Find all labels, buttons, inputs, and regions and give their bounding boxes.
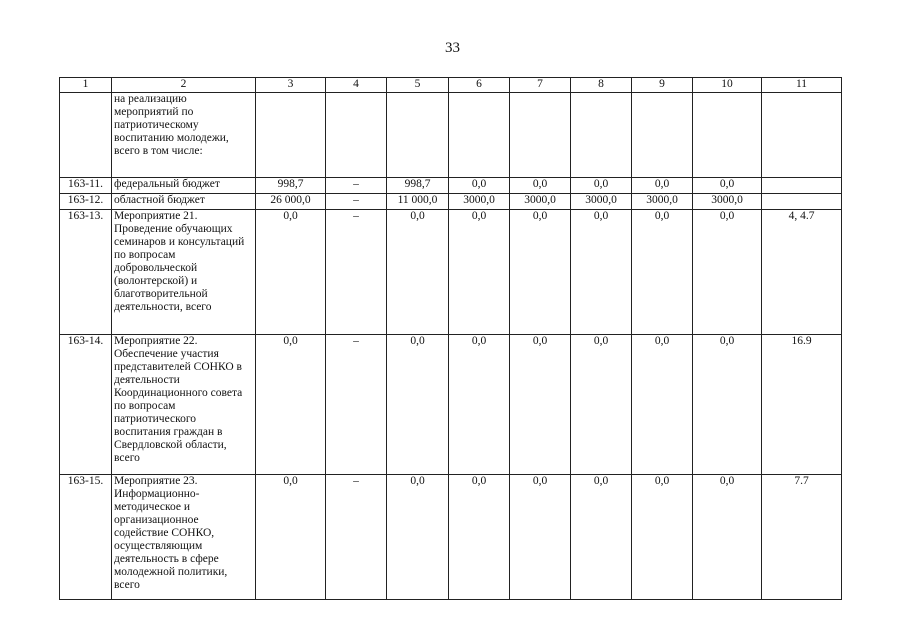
budget-table (59, 77, 842, 600)
value-cell: 3000,0 (693, 194, 762, 210)
value-cell: 0,0 (510, 475, 571, 600)
table-cell (571, 93, 632, 178)
row-number: 163-15. (60, 475, 112, 600)
value-cell: 0,0 (387, 335, 449, 475)
column-header: 7 (510, 78, 571, 93)
value-cell: 0,0 (256, 475, 326, 600)
value-cell: 0,0 (510, 210, 571, 335)
value-cell: – (326, 335, 387, 475)
table-cell (762, 93, 842, 178)
table-cell (693, 93, 762, 178)
table-row (60, 210, 842, 335)
column-header: 1 (60, 78, 112, 93)
reference-cell: 7.7 (762, 475, 842, 600)
value-cell: 0,0 (693, 475, 762, 600)
reference-cell: 4, 4.7 (762, 210, 842, 335)
value-cell: 3000,0 (510, 194, 571, 210)
table-row (60, 475, 842, 600)
row-description: Мероприятие 22. Обеспечение участия представителей СОНКО в деятельности Координационного совета по вопросам патриотического воспитания граждан в Свердловской области, всего (112, 335, 256, 475)
reference-cell (762, 194, 842, 210)
column-header: 11 (762, 78, 842, 93)
column-header: 4 (326, 78, 387, 93)
table-header-row (60, 78, 842, 93)
value-cell: 0,0 (387, 475, 449, 600)
page-number: 33 (445, 40, 460, 56)
value-cell: 0,0 (449, 178, 510, 194)
column-header: 3 (256, 78, 326, 93)
table-row (60, 335, 842, 475)
value-cell: 3000,0 (449, 194, 510, 210)
value-cell: 0,0 (632, 210, 693, 335)
value-cell: 0,0 (510, 335, 571, 475)
table-cell (387, 93, 449, 178)
table-row (60, 178, 842, 194)
row-number: 163-14. (60, 335, 112, 475)
table-cell (632, 93, 693, 178)
row-description: областной бюджет (112, 194, 256, 210)
value-cell: 0,0 (256, 335, 326, 475)
row-number (60, 93, 112, 178)
value-cell: 0,0 (449, 475, 510, 600)
value-cell: 0,0 (632, 335, 693, 475)
value-cell: 0,0 (571, 475, 632, 600)
table-cell (326, 93, 387, 178)
row-number: 163-13. (60, 210, 112, 335)
value-cell: 0,0 (632, 475, 693, 600)
value-cell: 0,0 (387, 210, 449, 335)
value-cell: 998,7 (256, 178, 326, 194)
value-cell: – (326, 475, 387, 600)
value-cell: 998,7 (387, 178, 449, 194)
row-description: на реализацию мероприятий по патриотическому воспитанию молодежи, всего в том числе: (112, 93, 256, 178)
reference-cell (762, 178, 842, 194)
value-cell: 0,0 (693, 178, 762, 194)
table-cell (449, 93, 510, 178)
table-row (60, 93, 842, 178)
value-cell: – (326, 194, 387, 210)
value-cell: 0,0 (693, 210, 762, 335)
value-cell: 0,0 (693, 335, 762, 475)
table-cell (256, 93, 326, 178)
column-header: 5 (387, 78, 449, 93)
row-description: федеральный бюджет (112, 178, 256, 194)
value-cell: 3000,0 (632, 194, 693, 210)
value-cell: 0,0 (510, 178, 571, 194)
value-cell: 0,0 (449, 210, 510, 335)
value-cell: 11 000,0 (387, 194, 449, 210)
row-number: 163-11. (60, 178, 112, 194)
column-header: 8 (571, 78, 632, 93)
value-cell: – (326, 178, 387, 194)
reference-cell: 16.9 (762, 335, 842, 475)
value-cell: 0,0 (449, 335, 510, 475)
column-header: 9 (632, 78, 693, 93)
value-cell: 0,0 (256, 210, 326, 335)
row-number: 163-12. (60, 194, 112, 210)
column-header: 6 (449, 78, 510, 93)
value-cell: 0,0 (571, 178, 632, 194)
value-cell: 0,0 (571, 210, 632, 335)
table-cell (510, 93, 571, 178)
value-cell: 0,0 (571, 335, 632, 475)
table-row (60, 194, 842, 210)
row-description: Мероприятие 23. Информационно-методическое и организационное содействие СОНКО, осуществляющим деятельность в сфере молодежной политики, всего (112, 475, 256, 600)
column-header: 10 (693, 78, 762, 93)
value-cell: 3000,0 (571, 194, 632, 210)
value-cell: 26 000,0 (256, 194, 326, 210)
row-description: Мероприятие 21. Проведение обучающих семинаров и консультаций по вопросам добровольческой (волонтерской) и благотворительной деятельности, всего (112, 210, 256, 335)
value-cell: – (326, 210, 387, 335)
value-cell: 0,0 (632, 178, 693, 194)
column-header: 2 (112, 78, 256, 93)
